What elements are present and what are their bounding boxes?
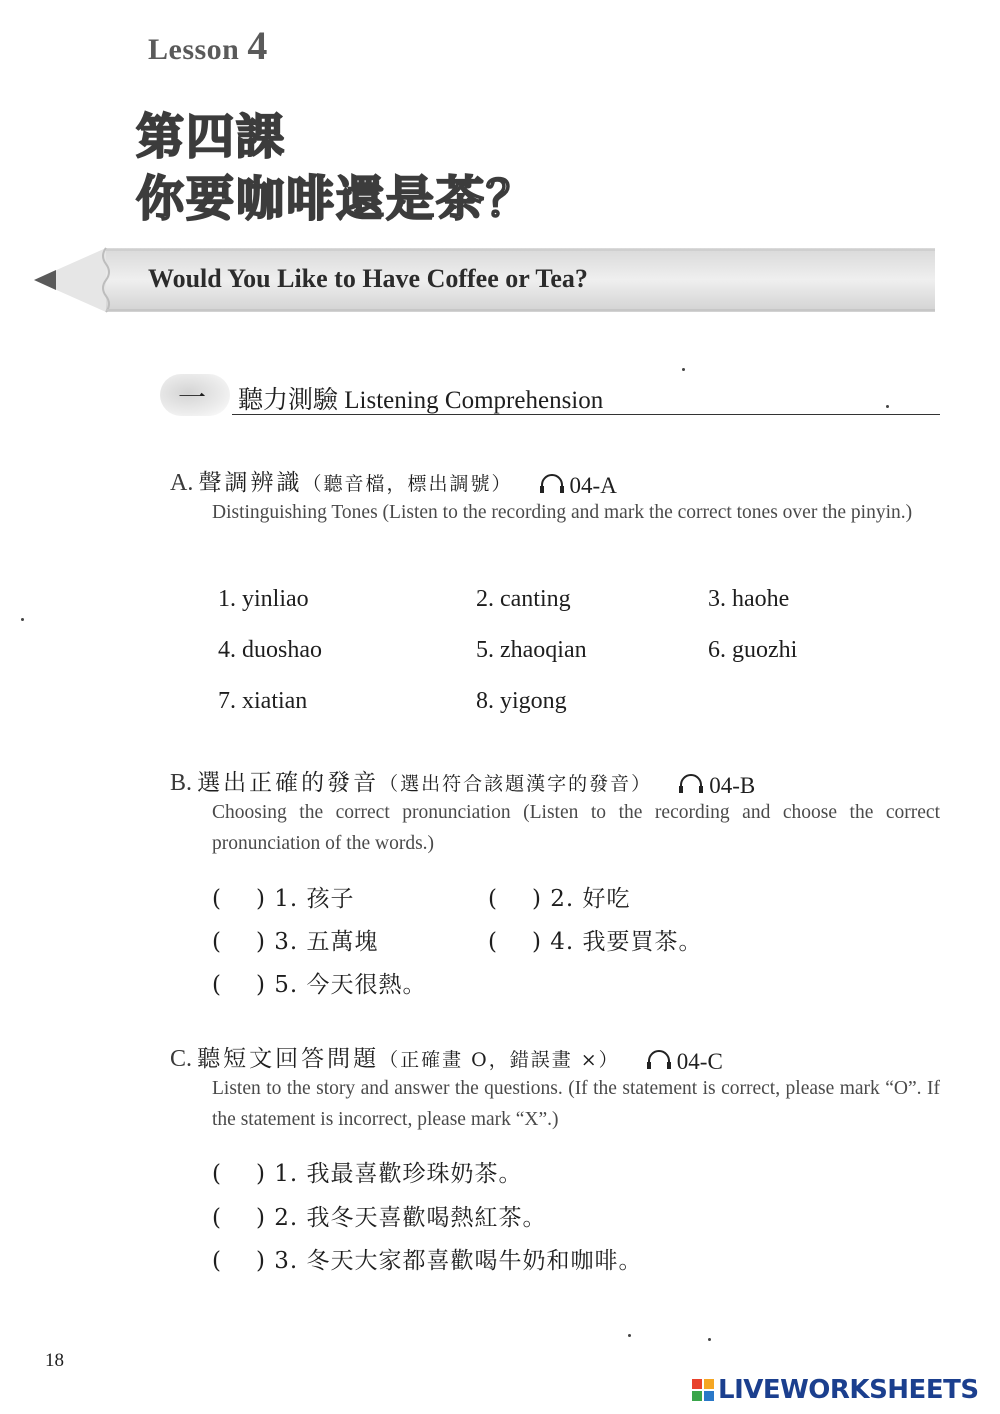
scan-speck — [708, 1338, 711, 1341]
lesson-number: 4 — [247, 23, 268, 68]
headphones-icon — [645, 1049, 673, 1075]
part-a-title: 聲調辨識 — [198, 470, 303, 496]
question-item: ( ) 2. 我冬天喜歡喝熱紅茶。 — [212, 1205, 547, 1231]
scan-speck — [886, 405, 889, 408]
liveworksheets-brand[interactable] — [692, 1374, 979, 1406]
brand-text: LIVEWORKSHEETS — [718, 1375, 979, 1405]
part-b-note: （選出符合該題漢字的發音） — [379, 773, 653, 795]
question-item: ( ) 1. 孩子 — [212, 886, 355, 912]
question-text: 3. 五萬塊 — [274, 929, 379, 955]
part-b-title: 選出正確的發音 — [197, 770, 380, 796]
pinyin-item: 8. yigong — [476, 688, 567, 714]
pinyin-item: 7. xiatian — [218, 688, 308, 714]
part-b-audio-track: 04-B — [709, 772, 756, 798]
pinyin-item: 2. canting — [476, 586, 571, 612]
question-text: 1. 我最喜歡珍珠奶茶。 — [274, 1161, 523, 1187]
lesson-label — [148, 22, 268, 69]
pinyin-item: 3. haohe — [708, 586, 790, 612]
part-c-description: Listen to the story and answer the questions. (If the statement is correct, please mark “O”. If the statement is incorrect, please mark “X”.) — [212, 1078, 940, 1130]
question-text: 2. 我冬天喜歡喝熱紅茶。 — [274, 1205, 547, 1231]
pinyin-item: 5. zhaoqian — [476, 637, 587, 663]
section-title: 聽力測驗 Listening Comprehension — [238, 387, 604, 414]
part-c-note: （正確畫 O，錯誤畫 ×） — [379, 1049, 620, 1071]
headphones-icon — [677, 773, 705, 799]
liveworksheets-logo-icon — [692, 1379, 714, 1401]
part-b-letter: B. — [170, 770, 193, 796]
page-number: 18 — [45, 1350, 64, 1371]
section-number: 一 — [178, 381, 207, 414]
part-c-letter: C. — [170, 1046, 193, 1072]
part-a-description: Distinguishing Tones (Listen to the recording and mark the correct tones over the pinyin.) — [212, 502, 913, 523]
section-divider — [232, 414, 940, 415]
part-a-audio-track: 04-A — [569, 472, 617, 498]
question-item: ( ) 2. 好吃 — [488, 886, 631, 912]
scan-speck — [682, 368, 685, 371]
lesson-word: Lesson — [148, 33, 240, 66]
question-text: 5. 今天很熱。 — [274, 972, 427, 998]
lesson-question-zh: 你要咖啡還是茶？ — [136, 171, 537, 227]
question-item: ( ) 4. 我要買茶。 — [488, 929, 703, 955]
question-text: 4. 我要買茶。 — [550, 929, 703, 955]
part-b-heading — [170, 764, 755, 799]
question-item: ( ) 5. 今天很熱。 — [212, 972, 427, 998]
pinyin-item: 1. yinliao — [218, 586, 309, 612]
question-text: 2. 好吃 — [550, 886, 631, 912]
question-item: ( ) 1. 我最喜歡珍珠奶茶。 — [212, 1161, 523, 1187]
part-c-audio-track: 04-C — [676, 1048, 723, 1074]
question-item: ( ) 3. 冬天大家都喜歡喝牛奶和咖啡。 — [212, 1248, 643, 1274]
pinyin-item: 6. guozhi — [708, 637, 798, 663]
question-text: 3. 冬天大家都喜歡喝牛奶和咖啡。 — [274, 1248, 643, 1274]
lesson-title-zh: 第四課 — [136, 109, 287, 165]
lesson-title-en: Would You Like to Have Coffee or Tea? — [148, 264, 588, 293]
part-a-heading — [170, 464, 617, 499]
pinyin-item: 4. duoshao — [218, 637, 322, 663]
part-a-note: （聽音檔，標出調號） — [302, 473, 513, 495]
headphones-icon — [538, 473, 566, 499]
question-text: 1. 孩子 — [274, 886, 355, 912]
part-b-description: Choosing the correct pronunciation (Listen to the recording and choose the correct pronunciation of the words.) — [212, 802, 940, 854]
part-c-title: 聽短文回答問題 — [197, 1046, 380, 1072]
scan-speck — [21, 618, 24, 621]
scan-speck — [628, 1334, 631, 1337]
question-item: ( ) 3. 五萬塊 — [212, 929, 379, 955]
part-c-heading — [170, 1040, 723, 1075]
part-a-letter: A. — [170, 470, 194, 496]
